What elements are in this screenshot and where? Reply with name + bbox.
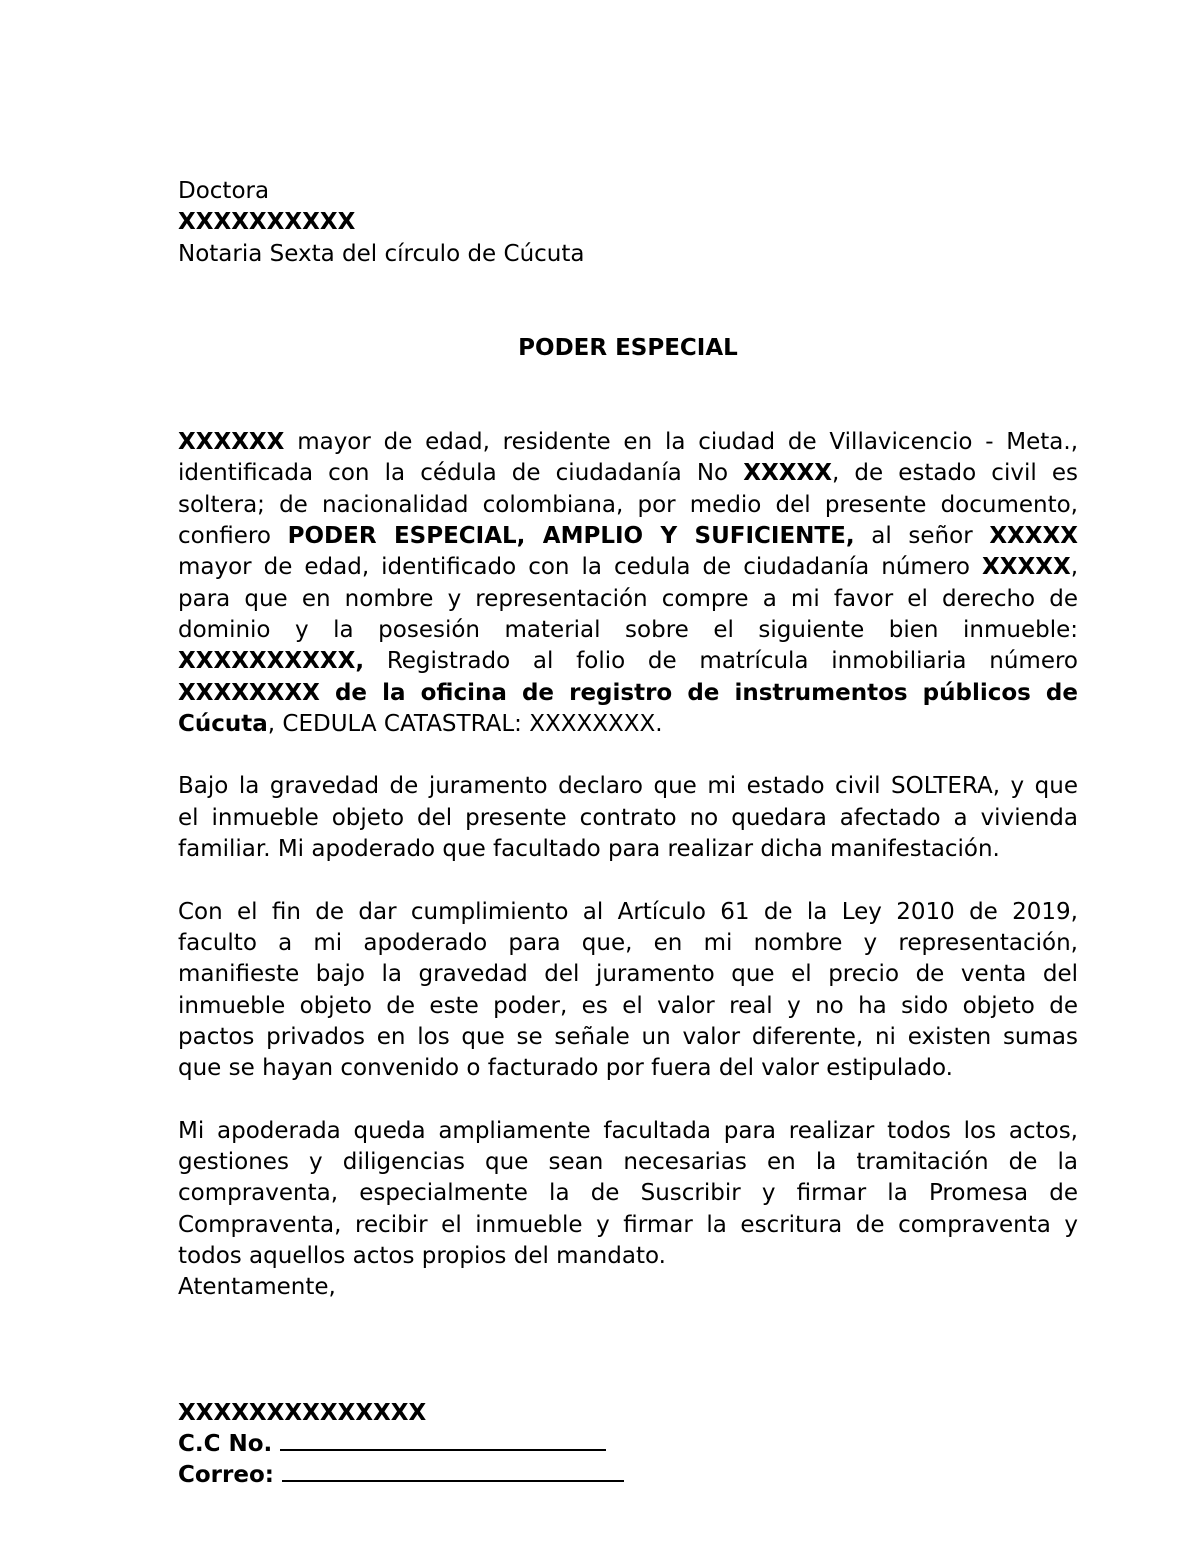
paragraph-line: que se hayan convenido o facturado por fuera del valor estipulado. <box>178 1055 953 1082</box>
paragraph-line: Bajo la gravedad de juramento declaro que mi estado civil SOLTERA, y que <box>178 773 1078 800</box>
attorney-id: XXXXX <box>982 554 1071 581</box>
paragraph-faculties <box>178 1116 1078 1272</box>
paragraph-line: pactos privados en los que se señale un valor diferente, ni existen sumas <box>178 1023 1078 1050</box>
paragraph-line <box>178 427 1078 458</box>
paragraph-line: inmueble objeto de este poder, es el valor real y no ha sido objeto de <box>178 992 1078 1019</box>
paragraph-line <box>178 521 1078 552</box>
paragraph-text: mayor de edad, identificado con la cedula de ciudadanía número <box>178 554 983 581</box>
paragraph-line: para que en nombre y representación compre a mi favor el derecho de <box>178 585 1078 612</box>
paragraph-line: familiar. Mi apoderado que facultado para realizar dicha manifestación. <box>178 836 1000 863</box>
paragraph-law-compliance <box>178 897 1078 1085</box>
paragraph-line <box>178 646 1078 677</box>
paragraph-line: Con el fin de dar cumplimiento al Artículo 61 de la Ley 2010 de 2019, <box>178 898 1078 925</box>
paragraph-line: Mi apoderada queda ampliamente facultada para realizar todos los actos, <box>178 1117 1078 1144</box>
paragraph-line: compraventa, especialmente la de Suscribir y firmar la Promesa de <box>178 1180 1078 1207</box>
paragraph-text: al señor <box>854 523 990 550</box>
recipient-office: Notaria Sexta del círculo de Cúcuta <box>178 240 585 267</box>
paragraph-line: soltera; de nacionalidad colombiana, por medio del presente documento, <box>178 491 1078 518</box>
registry-office: XXXXXXXX de la oficina de registro de instrumentos públicos de <box>178 679 1078 706</box>
paragraph-line: todos aquellos actos propios del mandato. <box>178 1242 666 1269</box>
paragraph-line <box>178 458 1078 489</box>
paragraph-line <box>178 552 1078 583</box>
paragraph-text: confiero <box>178 523 288 550</box>
closing: Atentamente, <box>178 1274 336 1301</box>
paragraph-marital-status <box>178 771 1078 865</box>
paragraph-line: gestiones y diligencias que sean necesarias en la tramitación de la <box>178 1149 1078 1176</box>
signature-block <box>178 1398 1078 1492</box>
signer-name: XXXXXXXXXXXXXX <box>178 1399 427 1426</box>
paragraph-line: el inmueble objeto del presente contrato no quedara afectado a vivienda <box>178 804 1078 831</box>
grantor-id: XXXXX <box>743 460 832 487</box>
cadastral-id: , CEDULA CATASTRAL: XXXXXXXX. <box>267 710 663 737</box>
salutation: Doctora <box>178 178 270 204</box>
attorney-name: XXXXX <box>989 523 1078 550</box>
paragraph-power-grant <box>178 427 1078 740</box>
paragraph-text: Registrado al folio de matrícula inmobiliaria número <box>364 648 1078 675</box>
power-type: PODER ESPECIAL, AMPLIO Y SUFICIENTE, <box>287 523 855 550</box>
paragraph-line: faculto a mi apoderado para que, en mi nombre y representación, <box>178 929 1078 956</box>
document-title: PODER ESPECIAL <box>518 334 738 361</box>
email-label: Correo: <box>178 1462 274 1489</box>
email-line <box>178 1460 1078 1491</box>
paragraph-line <box>178 709 1078 740</box>
paragraph-text: , de estado civil es <box>831 460 1078 487</box>
email-blank-line <box>282 1460 624 1482</box>
paragraph-text: identificada con la cédula de ciudadanía No <box>178 460 744 487</box>
paragraph-text: mayor de edad, residente en la ciudad de Villavicencio - Meta., <box>284 429 1078 456</box>
cc-label: C.C No. <box>178 1430 273 1457</box>
cc-line <box>178 1429 1078 1460</box>
paragraph-line: manifieste bajo la gravedad del juramento que el precio de venta del <box>178 961 1078 988</box>
property-id: XXXXXXXXXX, <box>178 648 365 675</box>
paragraph-line: dominio y la posesión material sobre el siguiente bien inmueble: <box>178 616 1078 643</box>
document-page <box>178 176 1078 1491</box>
paragraph-line: Compraventa, recibir el inmueble y firmar la escritura de compraventa y <box>178 1211 1078 1238</box>
grantor-name: XXXXXX <box>178 429 285 456</box>
registry-city: Cúcuta <box>178 710 268 737</box>
recipient-name: XXXXXXXXXX <box>178 209 356 236</box>
cc-blank-line <box>280 1429 606 1451</box>
paragraph-text: , <box>1070 554 1078 581</box>
